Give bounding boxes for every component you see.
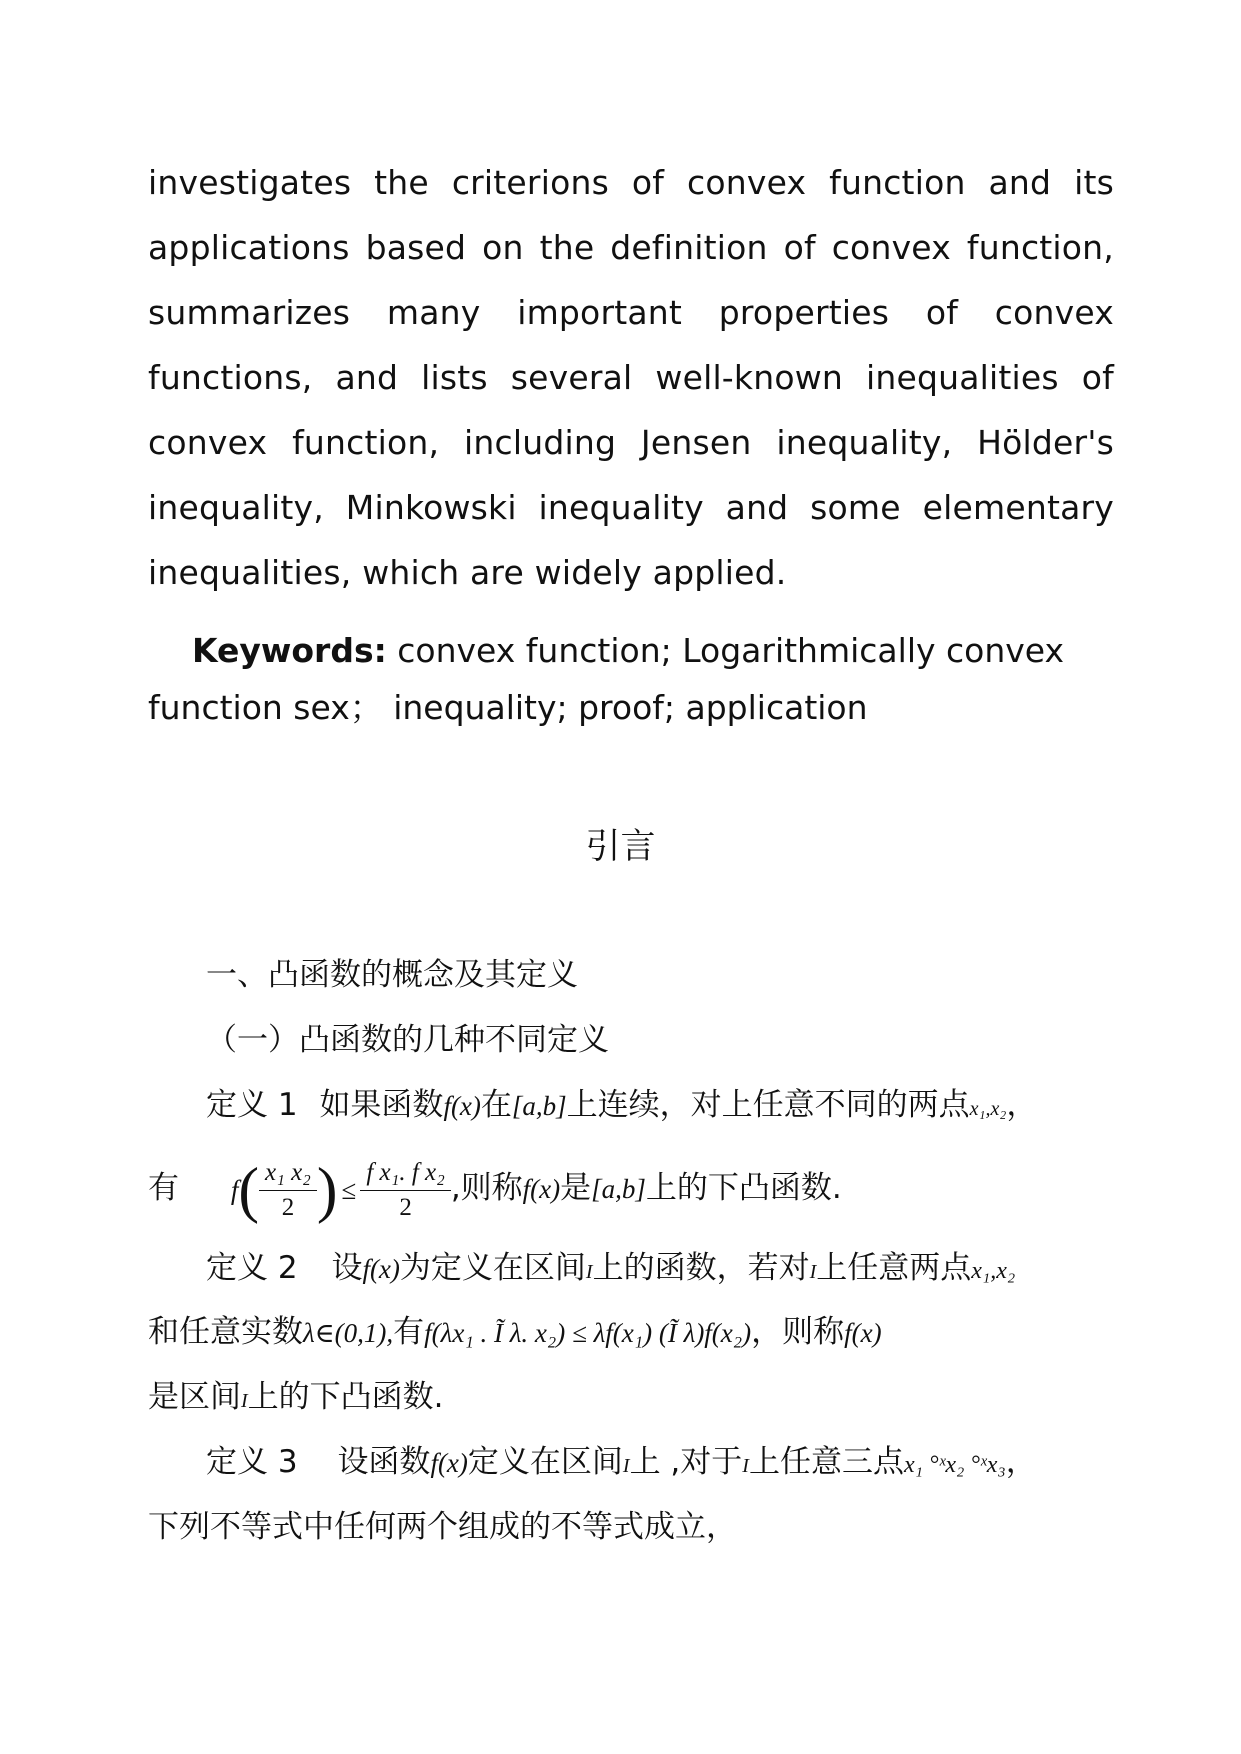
frac-left-numerator: x₁ x₂ xyxy=(259,1156,317,1191)
def1-line1: 定义 1 如果函数f(x)在[a,b]上连续，对上任意不同的两点x₁,x₂， xyxy=(206,1087,1038,1123)
def2-label: 定义 2 xyxy=(206,1250,298,1286)
frac-left-denominator: 2 xyxy=(281,1194,295,1221)
def2-line1: 定义 2 设f(x)为定义在区间I上的函数，若对I上任意两点x₁,x₂ xyxy=(206,1250,1016,1286)
def1-label: 定义 1 xyxy=(206,1087,298,1123)
math-points: x₁,x₂ xyxy=(969,1098,1007,1120)
def2-line2: 和任意实数λ∈(0,1),有f(λx₁ . Ĩ λ. x₂) ≤ λf(x₁) (Ĩ λ)f(x₂)，则称f(x) xyxy=(148,1314,882,1350)
section-heading-2: （一）凸函数的几种不同定义 xyxy=(206,1022,609,1058)
def1-line2: 有 f( $\frac{\text{x₁ x₂}}{2}$ ) ≤ $\frac{\text{f x₁. f x₂}}{2}$ ,则称f(x)是[a,b]上的下凸函数. xyxy=(148,1148,842,1230)
math-interval: [a,b] xyxy=(511,1091,567,1121)
def2-line3: 是区间I上的下凸函数. xyxy=(148,1379,444,1415)
frac-right-numerator: f x₁. f x₂ xyxy=(360,1156,450,1191)
def1-formula: f( $\frac{\text{x₁ x₂}}{2}$ ) ≤ $\frac{\text{f x₁. f x₂}}{2}$ xyxy=(231,1149,451,1230)
math-fx: f(x) xyxy=(443,1091,481,1121)
def3-label: 定义 3 xyxy=(206,1444,298,1480)
frac-right-denominator: 2 xyxy=(399,1194,412,1221)
keywords-line2: function sex； inequality; proof; application xyxy=(148,688,868,727)
def3-line2: 下列不等式中任何两个组成的不等式成立， xyxy=(148,1509,737,1545)
abstract-paragraph: investigates the criterions of convex function and its applications based on the definition of convex function, summarizes many important properties of convex functions, and lists several well-known inequalities of convex function, including Jensen inequality, Hölder's inequality, Minkowski inequality and some elementary inequalities, which are widely applied. xyxy=(148,163,1114,592)
intro-heading: 引言 xyxy=(585,827,656,867)
keywords-paragraph xyxy=(148,622,1114,736)
section-heading-1: 一、凸函数的概念及其定义 xyxy=(206,957,578,993)
keywords-line1: convex function; Logarithmically convex xyxy=(397,631,1065,670)
def3-line1: 定义 3 设函数f(x)定义在区间I上 ,对于I上任意三点x₁ °ˣx₂ °ˣx₃， xyxy=(206,1444,1037,1480)
def1-you: 有 xyxy=(148,1170,179,1206)
keywords-label: Keywords: xyxy=(192,631,387,670)
def2-inequality: f(λx₁ . Ĩ λ. x₂) ≤ λf(x₁) (Ĩ λ)f(x₂) xyxy=(424,1318,752,1348)
